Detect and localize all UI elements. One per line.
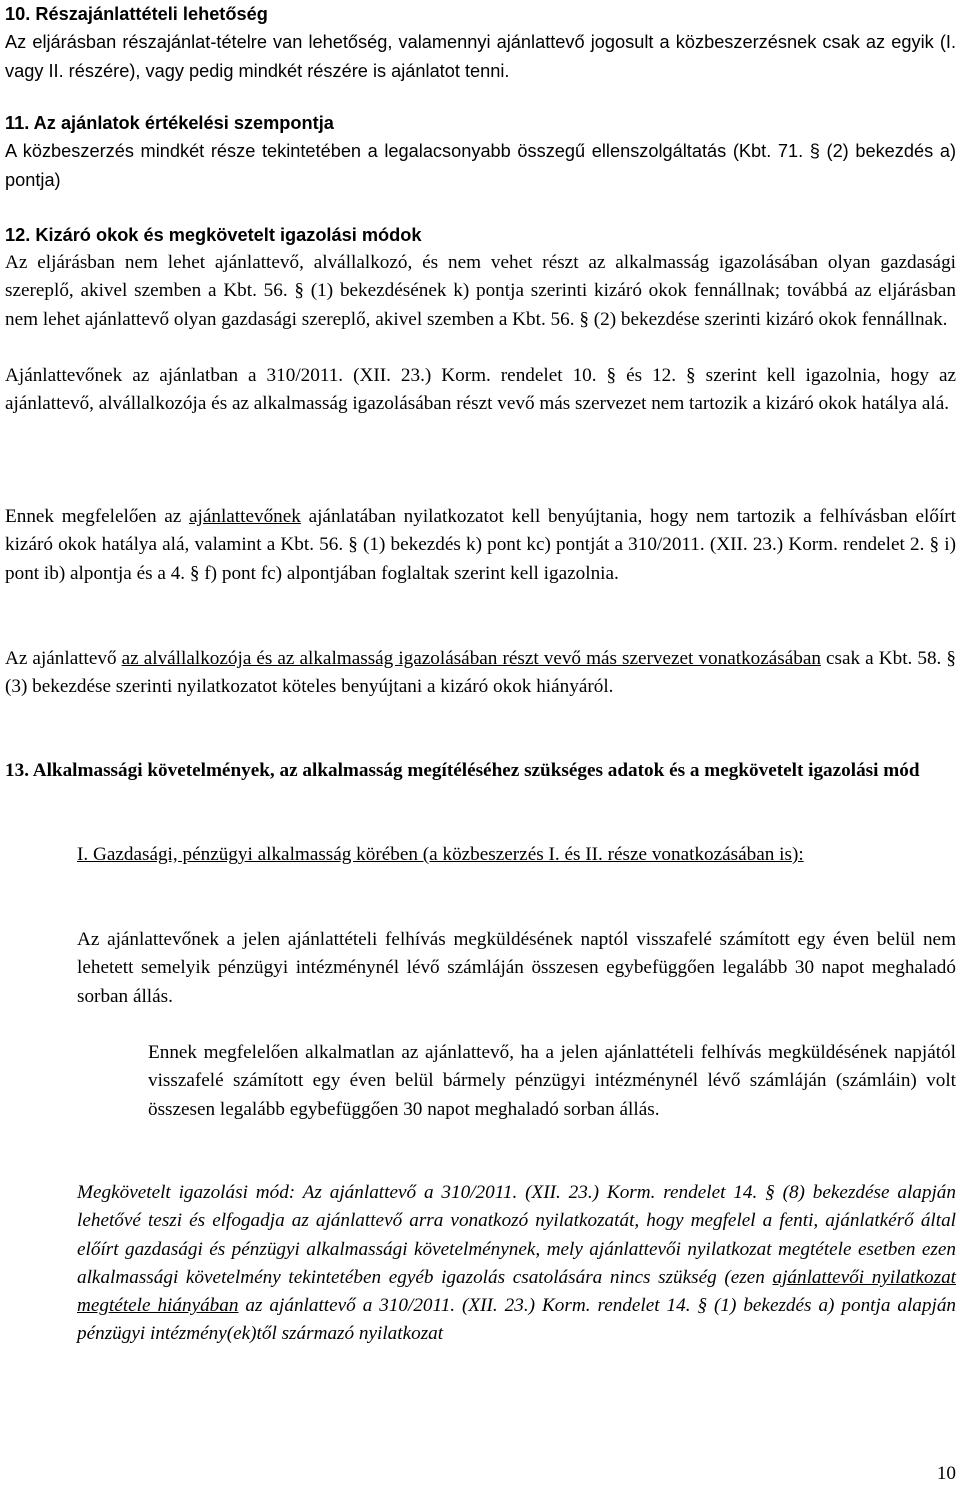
section-13-title-block: [5, 757, 956, 785]
section-13-unfit-condition: Ennek megfelelően alkalmatlan az ajánlattevő, ha a jelen ajánlattételi felhívás megküldésének napjától visszafelé számított egy éven belül bármely pénzügyi intézménynél lévő számláján (számláin) volt összesen legalább egybefüggően 30 napot meghaladó sorban állás.: [148, 1042, 956, 1120]
section-12-paragraph-1: Az eljárásban nem lehet ajánlattevő, alvállalkozó, és nem vehet részt az alkalmasság igazolásában olyan gazdasági szereplő, akivel szemben a Kbt. 56. § (1) bekezdésének k) pontja szerinti kizáró okok fennállnak; továbbá az eljárásban nem lehet ajánlattevő olyan gazdasági szereplő, akivel szemben a Kbt. 56. § (2) bekezdése szerinti kizáró okok fennállnak.: [5, 252, 956, 330]
section-11-title: 11. Az ajánlatok értékelési szempontja: [5, 113, 334, 133]
section-12-title: 12. Kizáró okok és megkövetelt igazolási módok: [5, 225, 422, 245]
section-13-requirement-block: [77, 926, 956, 1011]
section-13-requirement: Az ajánlattevőnek a jelen ajánlattételi felhívás megküldésének naptól visszafelé számított egy éven belül nem lehetett semelyik pénzügyi intézménynél lévő számláján összesen egybefüggően legalább 30 napot meghaladó sorban állás.: [77, 929, 956, 1007]
section-10: [5, 0, 956, 85]
section-12-paragraph-4: Az ajánlattevő az alvállalkozója és az alkalmasság igazolásában részt vevő más szervezet vonatkozásában csak a Kbt. 58. § (3) bekezdése szerinti nyilatkozatot köteles benyújtani a kizáró okok hiányáról.: [5, 648, 956, 698]
section-13-proof-block: [77, 1179, 956, 1349]
underlined-text: ajánlattevőnek: [189, 506, 301, 527]
section-13-proof: Megkövetelt igazolási mód: Az ajánlattevő a 310/2011. (XII. 23.) Korm. rendelet 14. § (8) bekezdése alapján lehetővé teszi és elfogadja az ajánlattevő arra vonatkozó nyilatkozatát, hogy megfelel a fenti, ajánlatkérő által előírt gazdasági és pénzügyi alkalmassági követelménynek, mely ajánlattevői nyilatkozat megtétele esetben ezen alkalmassági követelmény tekintetében egyéb igazolás csatolására nincs szükség (ezen ajánlattevői nyilatkozat megtétele hiányában az ajánlattevő a 310/2011. (XII. 23.) Korm. rendelet 14. § (1) bekezdés a) pontja alapján pénzügyi intézmény(ek)től származó nyilatkozat: [77, 1182, 957, 1345]
section-12-p4-block: [5, 645, 956, 702]
page-number: 10: [936, 1463, 956, 1484]
section-11-body: A közbeszerzés mindkét része tekintetében a legalacsonyabb összegű ellenszolgáltatás (Kbt. 71. § (2) bekezdés a) pontja): [5, 141, 956, 190]
section-10-body: Az eljárásban részajánlat-tételre van lehetőség, valamennyi ajánlattevő jogosult a közbeszerzésnek csak az egyik (I. vagy II. részére), vagy pedig mindkét részére is ajánlatot tenni.: [5, 32, 956, 81]
underlined-text: ajánlattevői nyilatkozat megtétele hiányában: [77, 1266, 956, 1317]
section-12-p2-block: [5, 362, 956, 419]
section-13-unfit-block: [148, 1039, 956, 1124]
underlined-text: az alvállalkozója és az alkalmasság igazolásában részt vevő más szervezet vonatkozásában: [121, 648, 821, 669]
section-10-title: 10. Részajánlattételi lehetőség: [5, 4, 268, 24]
section-13-subtitle-block: [77, 841, 956, 869]
section-11: [5, 109, 956, 194]
section-12-p1-block: [5, 249, 956, 334]
section-12-p3-block: [5, 503, 956, 588]
section-12-title-block: [5, 221, 956, 249]
section-12-paragraph-2: Ajánlattevőnek az ajánlatban a 310/2011. (XII. 23.) Korm. rendelet 10. § és 12. § szerint kell igazolnia, hogy az ajánlattevő, alvállalkozója és az alkalmasság igazolásában részt vevő más szervezet nem tartozik a kizáró okok hatálya alá.: [5, 365, 956, 415]
section-13-title: 13. Alkalmassági követelmények, az alkalmasság megítéléséhez szükséges adatok és a megkövetelt igazolási mód: [5, 760, 920, 781]
section-12-paragraph-3: Ennek megfelelően az ajánlattevőnek ajánlatában nyilatkozatot kell benyújtania, hogy nem tartozik a felhívásban előírt kizáró okok hatálya alá, valamint a Kbt. 56. § (1) bekezdés k) pont kc) pontját a 310/2011. (XII. 23.) Korm. rendelet 2. § i) pont ib) alpontja és a 4. § f) pont fc) alpontjában foglaltak szerint kell igazolnia.: [5, 506, 957, 584]
section-13-subtitle: I. Gazdasági, pénzügyi alkalmasság körében (a közbeszerzés I. és II. része vonatkozásában is):: [77, 844, 804, 865]
